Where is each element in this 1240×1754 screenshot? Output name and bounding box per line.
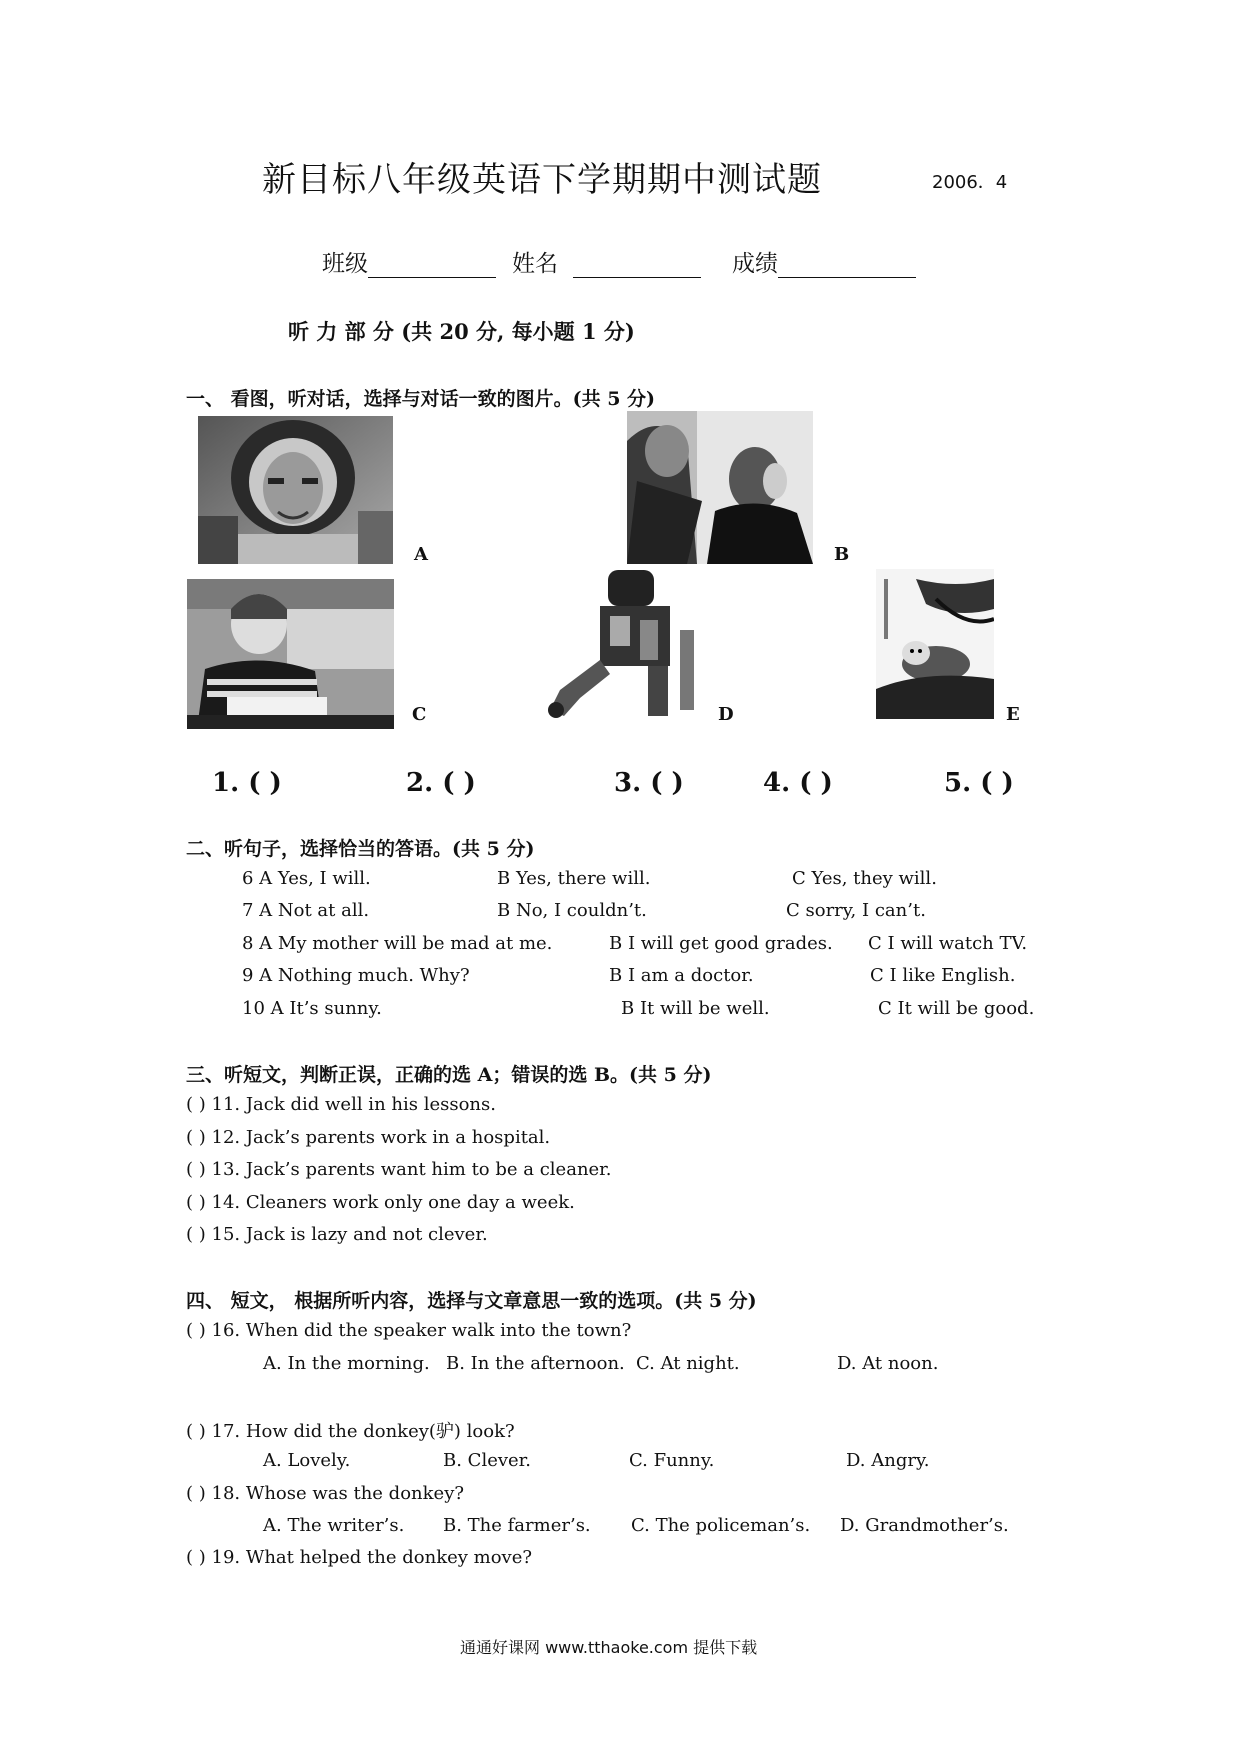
class-blank[interactable] xyxy=(368,255,496,278)
q14-item[interactable]: ( ) 14. Cleaners work only one day a week. xyxy=(186,1192,575,1213)
q8-option-b: B I will get good grades. xyxy=(609,933,833,954)
q10-option-c: C It will be good. xyxy=(878,998,1035,1019)
q17-option-d: D. Angry. xyxy=(846,1450,930,1471)
q9-option-a: 9 A Nothing much. Why? xyxy=(242,965,470,986)
q10-option-a: 10 A It’s sunny. xyxy=(242,998,382,1019)
score-blank[interactable] xyxy=(778,255,916,278)
q15-item[interactable]: ( ) 15. Jack is lazy and not clever. xyxy=(186,1224,488,1245)
answer-blank-4[interactable]: 4. ( ) xyxy=(763,768,833,798)
page-title: 新目标八年级英语下学期期中测试题 xyxy=(262,160,822,200)
q12-item[interactable]: ( ) 12. Jack’s parents work in a hospital. xyxy=(186,1127,551,1148)
name-label: 姓名 xyxy=(512,251,558,277)
q16-question[interactable]: ( ) 16. When did the speaker walk into the town? xyxy=(186,1320,632,1341)
answer-blank-2[interactable]: 2. ( ) xyxy=(406,768,476,798)
part4-heading: 四、 短文， 根据所听内容，选择与文章意思一致的选项。(共 5 分) xyxy=(186,1290,757,1312)
q17-option-c: C. Funny. xyxy=(629,1450,715,1471)
part3-heading: 三、听短文，判断正误，正确的选 A；错误的选 B。(共 5 分) xyxy=(186,1064,712,1086)
q18-option-d: D. Grandmother’s. xyxy=(840,1515,1009,1536)
q8-option-c: C I will watch TV. xyxy=(868,933,1028,954)
q9-option-c: C I like English. xyxy=(870,965,1016,986)
picture-label-a: A xyxy=(414,544,428,565)
answer-blank-3[interactable]: 3. ( ) xyxy=(614,768,684,798)
q6-option-c: C Yes, they will. xyxy=(792,868,937,889)
q17-option-b: B. Clever. xyxy=(443,1450,532,1471)
q7-option-c: C sorry, I can’t. xyxy=(786,900,926,921)
q18-option-a: A. The writer’s. xyxy=(263,1515,405,1536)
picture-label-c: C xyxy=(412,704,427,725)
listening-heading: 听 力 部 分 (共 20 分, 每小题 1 分) xyxy=(288,319,635,344)
q16-option-d: D. At noon. xyxy=(837,1353,939,1374)
q18-option-b: B. The farmer’s. xyxy=(443,1515,591,1536)
name-blank[interactable] xyxy=(573,255,701,278)
q7-option-a: 7 A Not at all. xyxy=(242,900,370,921)
q16-option-b: B. In the afternoon. xyxy=(446,1353,625,1374)
class-field xyxy=(322,245,496,278)
q16-option-a: A. In the morning. xyxy=(263,1353,430,1374)
q18-question[interactable]: ( ) 18. Whose was the donkey? xyxy=(186,1483,465,1504)
q13-item[interactable]: ( ) 13. Jack’s parents want him to be a cleaner. xyxy=(186,1159,612,1180)
q19-question[interactable]: ( ) 19. What helped the donkey move? xyxy=(186,1547,533,1568)
picture-cat-painting xyxy=(876,569,994,719)
picture-boy-reading xyxy=(187,579,394,729)
class-label: 班级 xyxy=(322,251,368,277)
q6-option-b: B Yes, there will. xyxy=(497,868,651,889)
q17-question[interactable]: ( ) 17. How did the donkey(驴) look? xyxy=(186,1421,515,1442)
name-field xyxy=(512,245,701,278)
picture-label-d: D xyxy=(718,704,734,725)
q9-option-b: B I am a doctor. xyxy=(609,965,754,986)
exam-date: 2006．4 xyxy=(932,172,1008,193)
q17-option-a: A. Lovely. xyxy=(263,1450,351,1471)
q16-option-c: C. At night. xyxy=(636,1353,740,1374)
picture-robot xyxy=(540,570,710,722)
q6-option-a: 6 A Yes, I will. xyxy=(242,868,371,889)
score-field xyxy=(732,245,916,278)
q18-option-c: C. The policeman’s. xyxy=(631,1515,811,1536)
q10-option-b: B It will be well. xyxy=(621,998,770,1019)
answer-blank-5[interactable]: 5. ( ) xyxy=(944,768,1014,798)
answer-blank-1[interactable]: 1. ( ) xyxy=(212,768,282,798)
picture-label-b: B xyxy=(834,544,850,565)
part1-heading: 一、 看图，听对话，选择与对话一致的图片。(共 5 分) xyxy=(186,388,656,410)
picture-astronaut xyxy=(198,416,393,564)
q11-item[interactable]: ( ) 11. Jack did well in his lessons. xyxy=(186,1094,496,1115)
score-label: 成绩 xyxy=(732,251,778,277)
q8-option-a: 8 A My mother will be mad at me. xyxy=(242,933,553,954)
picture-label-e: E xyxy=(1006,704,1020,725)
q7-option-b: B No, I couldn’t. xyxy=(497,900,647,921)
part2-heading: 二、听句子，选择恰当的答语。(共 5 分) xyxy=(186,838,535,860)
footer-text: 通通好课网 www.tthaoke.com 提供下载 xyxy=(460,1638,758,1657)
picture-hairdresser xyxy=(627,411,813,564)
